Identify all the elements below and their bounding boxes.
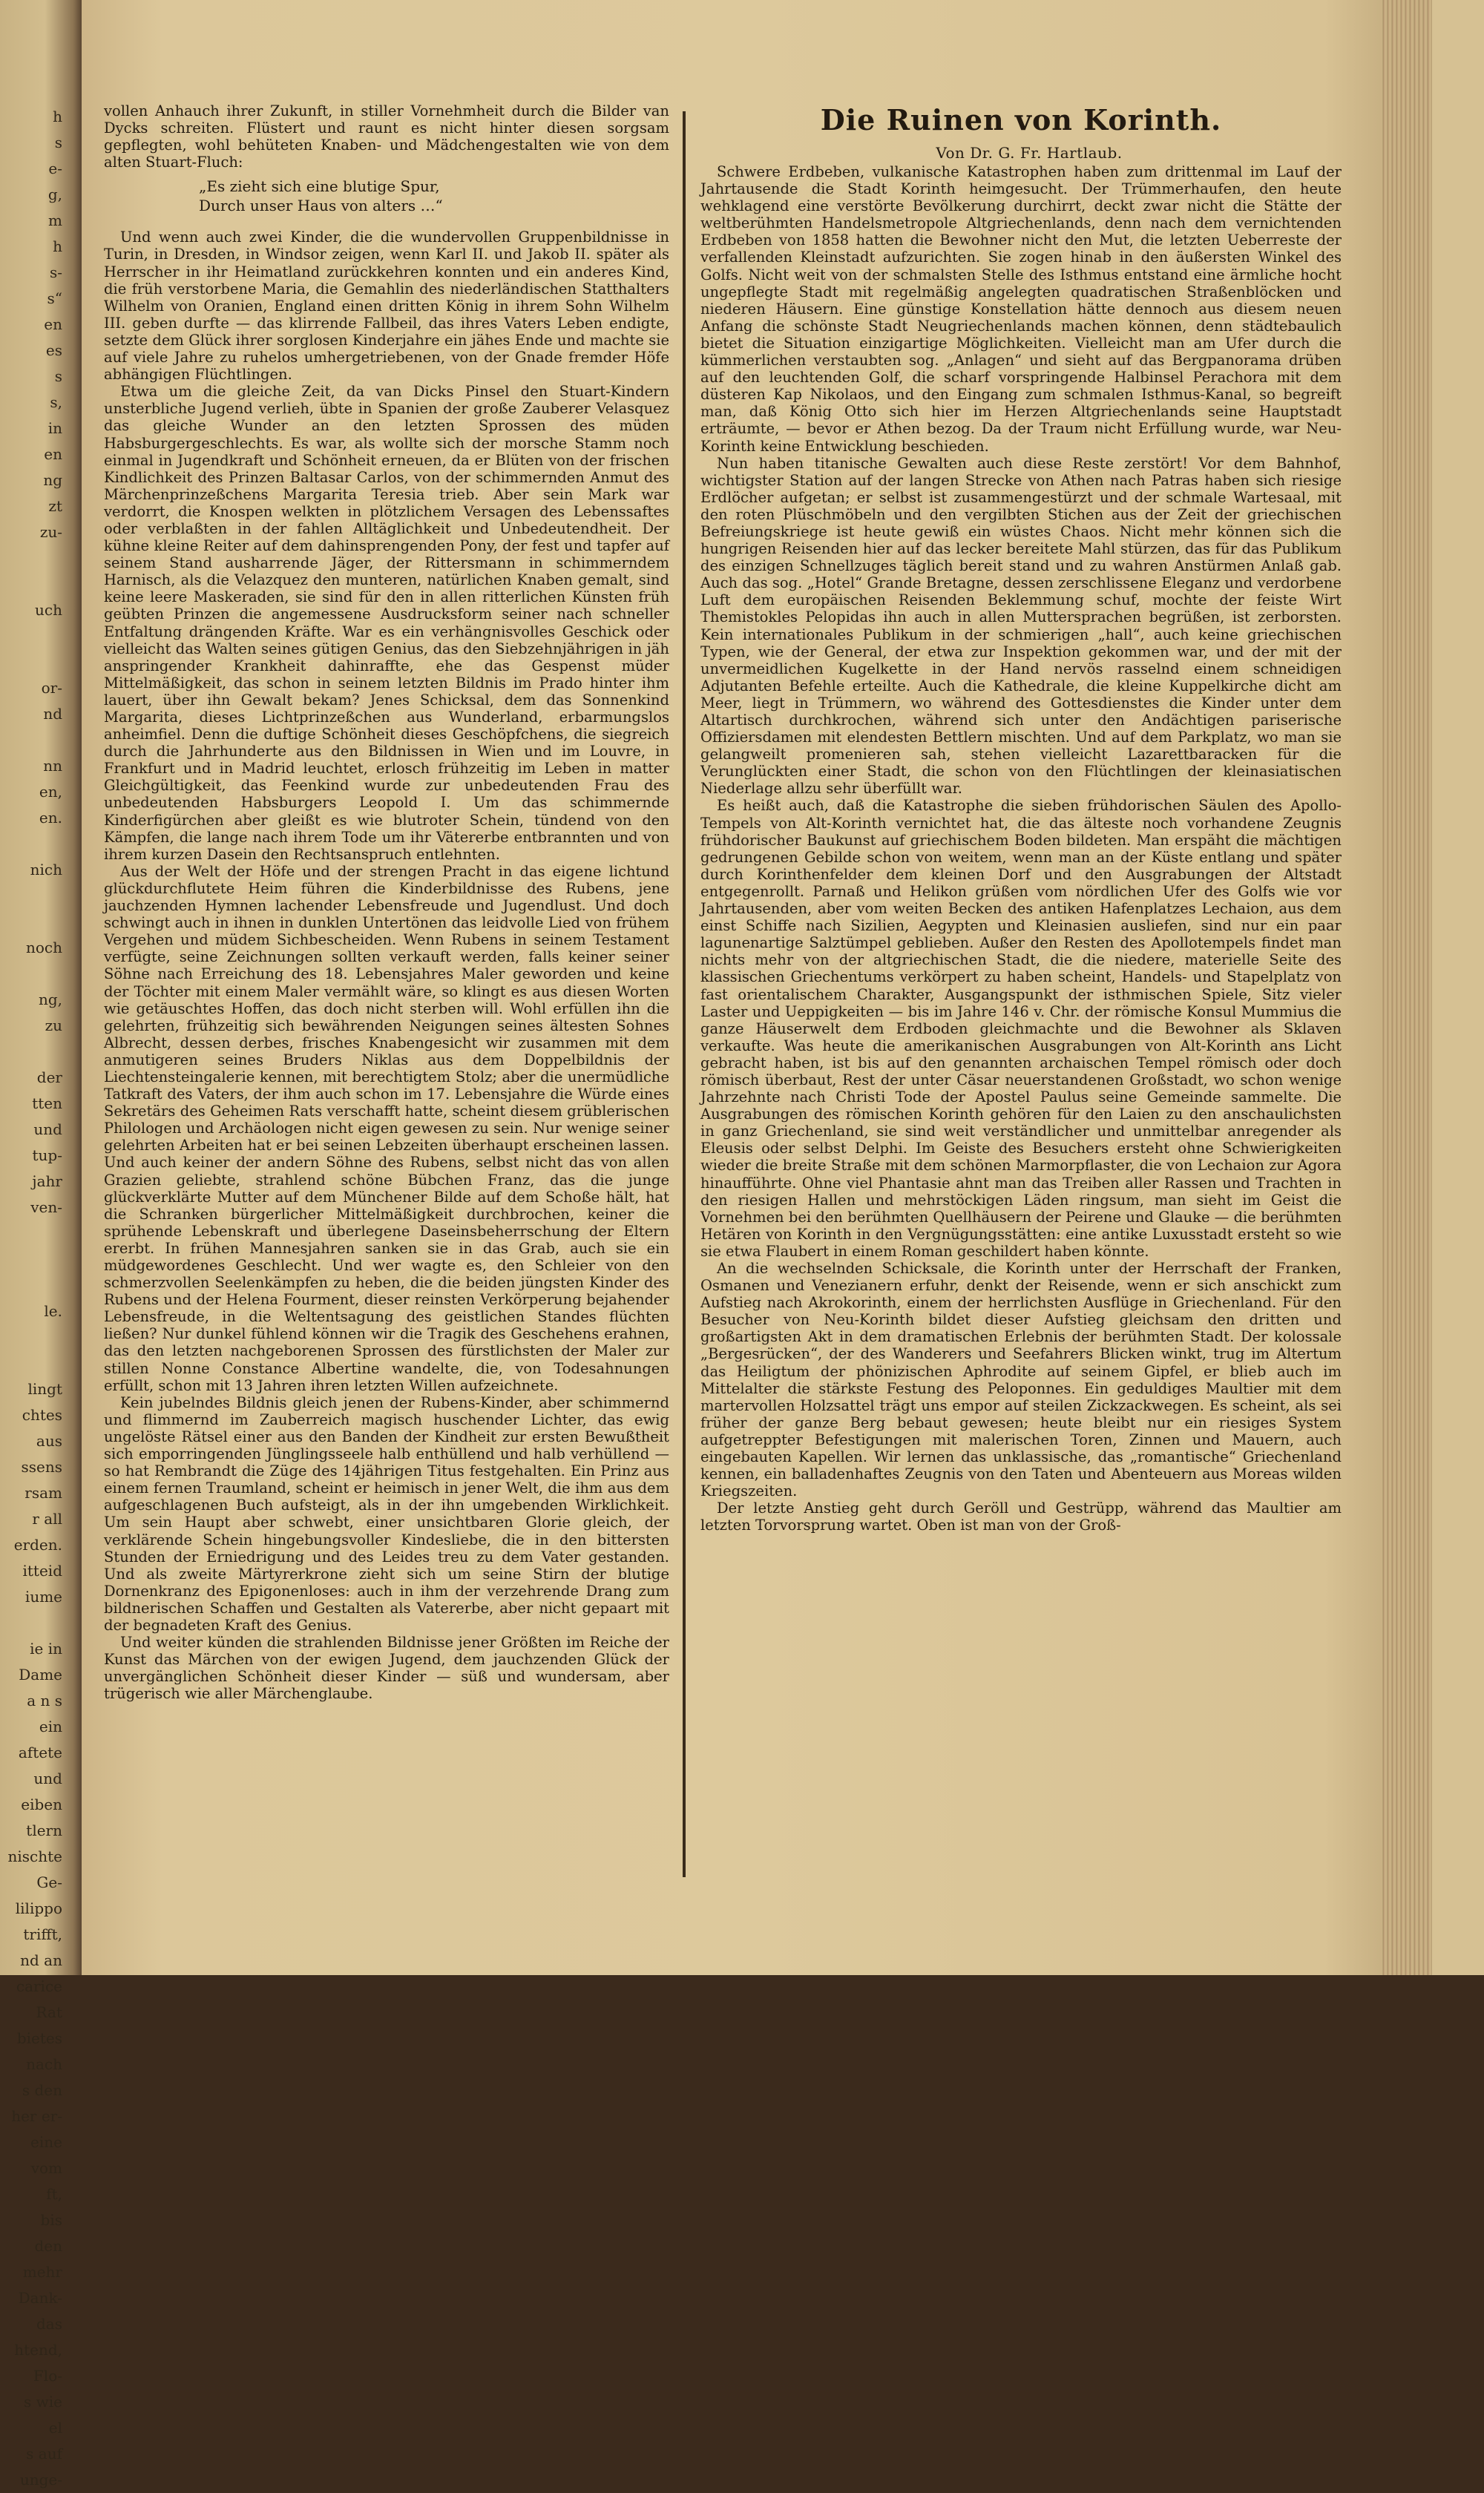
previous-page-fragment: nach xyxy=(26,2055,62,2073)
previous-page-fragment: Flo- xyxy=(33,2367,62,2385)
previous-page-fragment: das xyxy=(36,2315,62,2333)
previous-page-fragment: lingt xyxy=(27,1380,62,1398)
previous-page-fragment: noch xyxy=(25,939,62,956)
previous-page-fragment: s wie xyxy=(24,2393,62,2411)
previous-page-fragment: r all xyxy=(32,1510,62,1528)
previous-page-fragment: carice xyxy=(16,1977,62,1995)
previous-page-fragment: eine xyxy=(30,2133,62,2151)
previous-page-fragment: ven- xyxy=(30,1198,62,1216)
stuart-quote xyxy=(104,177,669,215)
previous-page-fragment: zu xyxy=(45,1016,62,1034)
previous-page-fragment: ng, xyxy=(38,991,62,1008)
previous-page-fragment xyxy=(0,623,82,649)
previous-page-fragment: en, xyxy=(39,783,62,801)
previous-page-fragment: htend, xyxy=(14,2341,62,2359)
previous-page-fragment: eiben xyxy=(21,1796,62,1813)
previous-page-fragment: e- xyxy=(48,160,62,177)
previous-page-fragment: Ge- xyxy=(36,1873,62,1891)
previous-page-fragment: uch xyxy=(35,601,62,619)
previous-page-fragment: ie in xyxy=(30,1640,62,1658)
right-paragraph: Nun haben titanische Gewalten auch diese Reste zerstört! Vor dem Bahnhof, wichtigster Station auf der langen Strecke von Athen nach Patras haben sich riesige Erdlöcher aufgetan; er selbst ist zusammengestürzt und der schmale Wartesaal, mit den roten Plüschmöbeln und den vergilbten Stichen aus der Zeit der griechischen Befreiungskriege ist heute gewiß ein wüstes Chaos. Nicht mehr können sich die hungrigen Reisenden hier auf das lecker bereitete Mahl stürzen, das für das Publikum des einzigen Schnellzuges täglich bereit stand und zu wahren Anstürmen Anlaß gab. Auch das sog. „Hotel“ Grande Bretagne, dessen zerschlissene Eleganz und verdorbene Luft dem europäischen Reisenden Beklemmung schuf, mochte der feiste Wirt Themistokles Pelopidas ihn auch in allen Muttersprachen begrüßen, ist zerborsten. Kein internationales Publikum in der schmierigen „hall“, auch keine griechischen Typen, wie der General, der etwa zur Inspektion gekommen war, und der mit der unvermeidlichen Kugelkette in der Hand nervös rasselnd einem schneidigen Adjutanten Befehle erteilte. Auch die Kathedrale, die kleine Kuppelkirche dicht am Meer, liegt in Trümmern, wo während des Gottesdienstes die Kinder unter dem Altartisch durchkrochen, während sich unter den Andächtigen pariserische Offiziersdamen mit elendesten Bettlern mischten. Und auf dem Parkplatz, wo man sie gelangweilt promenieren sah, stehen vielleicht Lazarettbaracken für die Verunglückten einer Stadt, die schon von den Flüchtlingen der kleinasiatischen Niederlage allzu sehr überfüllt war. xyxy=(700,454,1342,798)
previous-page-fragment: nn xyxy=(43,757,62,775)
previous-page-fragment: erden. xyxy=(13,1536,62,1554)
previous-page-fragment: ng xyxy=(43,471,62,489)
previous-page-fragment xyxy=(0,545,82,571)
previous-page-fragment xyxy=(0,727,82,753)
previous-page-fragment: lilippo xyxy=(15,1899,62,1917)
previous-page-fragment: aus xyxy=(36,1432,62,1450)
previous-page-fragment: zu- xyxy=(39,523,62,541)
previous-page-fragment: tten xyxy=(32,1094,62,1112)
left-paragraph: Kein jubelndes Bildnis gleich jenen der Rubens-Kinder, aber schimmernd und flimmernd im Zauberreich magisch huschender Lichter, das ewig ungelöste Rätsel einer aus den Banden der Kindheit zur ersten Bewußtheit sich emporringenden Jünglingsseele halb enthüllend und halb verhüllend — so hat Rembrandt die Züge des 14jährigen Titus festgehalten. Ein Prinz aus einem fernen Traumland, scheint er heimisch in jener Welt, die ihm aus dem aufgeschlagenen Buch aufsteigt, als in der ihn umgebenden Wirklichkeit. Um sein Haupt aber schwebt, einer unsichtbaren Glorie gleich, der verklärende Schein hingebungsvoller Kindesliebe, die in den bittersten Stunden der Erniedrigung und des Leides treu zu dem Vater gestanden. Und als zweite Märtyrerkrone zieht sich um seine Stirn der blutige Dornenkranz des Epigonenloses: auch in ihm der verzehrende Drang zum bildnerischen Schaffen und Gestalten als Vatererbe, aber nicht gepaart mit der begnadeten Kraft des Genius. xyxy=(104,1393,669,1634)
previous-page-fragment: h xyxy=(53,237,62,255)
previous-page-fragment: den xyxy=(34,2237,62,2255)
previous-page-fragment: Dank- xyxy=(18,2289,62,2307)
right-paragraph: Der letzte Anstieg geht durch Geröll und Gestrüpp, während das Maultier am letzten Torvorsprung wartet. Oben ist man von der Groß- xyxy=(700,1500,1342,1534)
previous-page-fragment: unge- xyxy=(19,2471,62,2489)
previous-page-fragment: s xyxy=(54,134,62,151)
previous-page-fragment: ssens xyxy=(21,1458,62,1476)
left-column xyxy=(104,102,669,1702)
previous-page-fragment: s xyxy=(54,367,62,385)
previous-page-fragment: en xyxy=(44,315,62,333)
previous-page-fragment: und xyxy=(33,1770,62,1787)
previous-page-fragment: itteid xyxy=(22,1562,62,1580)
page-sheet xyxy=(82,0,1432,1975)
previous-page-fragments xyxy=(0,104,82,2493)
previous-page-fragment: Dame xyxy=(19,1666,62,1684)
left-paragraph: Aus der Welt der Höfe und der strengen Pracht in das eigene lichtund glückdurchflutete Heim führen die Kinderbildnisse des Rubens, jene jauchzenden Hymnen lachender Lebensfreude und Jugendlust. Und doch schwingt auch in ihnen in dunklen Untertönen das leidvolle Lied von frühem Vergehen und müdem Sichbescheiden. Wenn Rubens in seinem Testament verfügte, seine Zeichnungen sollten verkauft werden, falls keiner seiner Söhne nach Erreichung des 18. Lebensjahres Maler geworden und keine der Töchter mit einem Maler vermählt wäre, so klingt es aus diesen Worten wie getäuschtes Hoffen, das doch nicht sterben will. Wohl erfüllen ihn die gelehrten, frühzeitig sich bewährenden Neigungen seines ältesten Sohnes Albrecht, dessen derbes, frisches Knabengesicht wir zusammen mit dem anmutigeren seines Bruders Niklas aus dem Doppelbildnis der Liechtensteingalerie kennen, mit berechtigtem Stolz; aber die unermüdliche Tatkraft des Vaters, der ihm auch schon im 17. Lebensjahre die Würde eines Sekretärs des Geheimen Rats verschafft hatte, scheint diesem grüblerischen Philologen und Archäologen nicht eigen gewesen zu sein. Nur wenige seiner gelehrten Arbeiten hat er bei seinen Lebzeiten überhaupt erscheinen lassen. Und auch keiner der andern Söhne des Rubens, selbst nicht das von allen Grazien geliebte, strahlend schöne Bübchen Franz, das die junge glückverklärte Mutter auf dem Münchener Bilde auf dem Schoße hält, hat die Schranken bürgerlicher Mittelmäßigkeit durchbrochen, keiner die sprühende Lebenskraft und überlegene Daseinsbeherrschung der Eltern ererbt. In frühen Mannesjahren sanken sie in das Grab, auch sie ein müdgewordenes Geschlecht. Und wer wagte es, den Schleier von den schmerzvollen Seelenkämpfen zu heben, die die beiden jüngsten Kinder des Rubens und der Helena Fourment, dieser reinsten Verkörperung bejahender Lebensfreude, in die Weltentsagung des geistlichen Standes flüchten ließen? Nur dunkel fühlend können wir die Tragik des Geschehens erahnen, das den letzten nachgeborenen Sprossen des fürstlichsten der Maler zur stillen Nonne Constance Albertine wandelte, die, von Todesahnungen erfüllt, schon mit 13 Jahren ihren letzten Willen aufzeichnete. xyxy=(104,862,669,1394)
previous-page-fragment: a n s xyxy=(27,1692,62,1709)
previous-page-fragment: le. xyxy=(44,1302,62,1320)
column-divider xyxy=(683,111,686,1877)
previous-page-fragment: aftete xyxy=(18,1744,62,1761)
previous-page-fragment: zt xyxy=(48,497,62,515)
previous-page-fragment: ein xyxy=(39,1718,62,1735)
previous-page-fragment xyxy=(0,1350,82,1376)
previous-page-fragment: der xyxy=(36,1068,62,1086)
article-title: Die Ruinen von Korinth. xyxy=(820,103,1222,137)
previous-page-fragment xyxy=(0,1246,82,1272)
right-paragraph: Es heißt auch, daß die Katastrophe die sieben frühdorischen Säulen des Apollo-Tempels von Alt-Korinth vernichtet hat, die das älteste noch vorhandene Zeugnis frühdorischer Baukunst auf griechischem Boden bildeten. Man erspäht die mächtigen gedrungenen Gebilde schon von weitem, wenn man an der Küste entlang und später durch Korinthenfelder dem kleinen Dorf und den Ausgrabungen der Altstadt entgegenrollt. Parnaß und Helikon grüßen vom nördlichen Ufer des Golfs wie vor Jahrtausenden, aber vom weiten Becken des antiken Hafenplatzes Lechaion, aus dem einst Schiffe nach Sizilien, Aegypten und Kleinasien ausliefen, sind nur ein paar lagunenartige Salztümpel geblieben. Außer den Resten des Apollotempels findet man nichts mehr von der altgriechischen Stadt, die die niedere, materielle Seite des klassischen Griechentums verkörpert zu haben scheint, Handels- und Stapelplatz von fast orientalischem Charakter, Ausgangspunkt der isthmischen Spiele, Sitz vieler Laster und Ueppigkeiten — bis im Jahre 146 v. Chr. der römische Konsul Mummius die ganze Häuserwelt dem Erdboden gleichmachte und die Bewohner als Sklaven verkaufte. Was heute die amerikanischen Ausgrabungen von Alt-Korinth ans Licht gebracht haben, ist bis auf den genannten archaischen Tempel römisch oder doch römisch überbaut, Rest der unter Cäsar neuerstandenen Großstadt, wo schon wenige Jahrzehnte nach Christi Tode der Apostel Paulus seine Gemeinde sammelte. Die Ausgrabungen des römischen Korinth gehören für den Laien zu den anschaulichsten in ganz Griechenland, sie sind weit verständlicher und unmittelbar anregender als Eleusis oder selbst Delphi. Im Geiste des Besuchers ersteht ohne Schwierigkeiten wieder die breite Straße mit dem schönen Marmorpflaster, die von Lechaion zur Agora hinaufführte. Ohne viel Phantasie ahnt man das Treiben aller Rassen und Trachten in den riesigen Hallen und mehrstöckigen Läden ringsum, man sieht im Geist die Vornehmen bei den berühmten Quellhäusern der Peirene und Glauke — die berühmten Hetären von Korinth in den Vergnügungsstätten: eine antike Luxusstadt ersteht so wie sie etwa Flaubert in einem Roman geschildert haben könnte. xyxy=(700,797,1342,1260)
previous-page-fragment: s den xyxy=(22,2081,62,2099)
previous-page-fragment: mehr xyxy=(22,2263,62,2281)
book-page-edges xyxy=(1380,0,1432,1975)
quote-line-1: „Es zieht sich eine blutige Spur, xyxy=(199,177,440,196)
previous-page-fragment: chtes xyxy=(22,1406,62,1424)
previous-page-fragment: s, xyxy=(50,393,62,411)
previous-page-fragment: vom xyxy=(30,2159,62,2177)
previous-page-fragment: rsam xyxy=(24,1484,62,1502)
previous-page-fragment: tlern xyxy=(26,1822,62,1839)
right-paragraph: An die wechselnden Schicksale, die Korinth unter der Herrschaft der Franken, Osmanen und Venezianern erfuhr, denkt der Reisende, wenn er sich anschickt zum Aufstieg nach Akrokorinth, einem der herrlichsten Ausflüge in Griechenland. Für den Besucher von Neu-Korinth bildet dieser Aufstieg gleichsam den dritten und großartigsten Akt in dem dramatischen Erlebnis der berühmten Stadt. Der kolossale „Bergesrücken“, der des Wanderers und Seefahrers Blicken winkt, trug im Altertum das Heiligtum der phönizischen Aphrodite auf seinem Gipfel, er blieb auch im Mittelalter die stärkste Festung des Peloponnes. Ein geduldiges Maultier mit dem martervollen Holzsattel trägt uns empor auf steilen Zickzackwegen. Es scheint, als sei früher der ganze Berg bebaut gewesen; heute bleibt nur ein riesiges System aufgetreppter Befestigungen mit malerischen Toren, Zinnen und Mauern, auch eingebauten Kapellen. Wir lernen das unklassische, das „romantische“ Griechenland kennen, ein balladenhaftes Zeugnis von den Taten und Abenteuern aus Moreas wilden Kriegszeiten. xyxy=(700,1260,1342,1500)
previous-page-fragment: m xyxy=(48,211,62,229)
previous-page-fragment: nd an xyxy=(20,1951,62,1969)
previous-page-fragment xyxy=(0,883,82,909)
previous-page-fragment: g, xyxy=(47,185,62,203)
previous-page-fragment: h xyxy=(53,108,62,125)
previous-page-fragment: nischte xyxy=(7,1847,62,1865)
right-paragraph: Schwere Erdbeben, vulkanische Katastrophen haben zum drittenmal im Lauf der Jahrtausende die Stadt Korinth heimgesucht. Der Trümmerhaufen, den heute wehklagend eine verstörte Bevölkerung durchirrt, deckt zwar nicht die Stätte der weltberühmten Handelsmetropole Altgriechenlands, denn nach dem vernichtenden Erdbeben von 1858 hatten die Bewohner nicht den Mut, die letzten Ueberreste der verfallenden Kleinstadt aufzurichten. Sie zogen hinab in den äußersten Winkel des Golfs. Nicht weit von der schmalsten Stelle des Isthmus entstand eine ärmliche hocht ungepflegte Stadt mit regelmäßig angelegten quadratischen Straßenblöcken und niederen Häusern. Eine günstige Konstellation hätte dennoch aus diesem neuen Anfang die schönste Stadt Neugriechenlands machen können, denn städtebaulich bietet die Situation einzigartige Möglichkeiten. Vielleicht man am Ufer durch die kümmerlichen verstaubten sog. „Anlagen“ und sieht auf das Bergpanorama drüben auf den leuchtenden Golf, die scharf vorspringende Halbinsel Perachora mit dem düsteren Kap Nikolaos, und den Eingang zum schmalen Isthmus-Kanal, so begreift man, daß König Otto sich hier im Herzen Altgriechenlands seine Hauptstadt erträumte, — bevor er Athen bezog. Da der Traum nicht Erfüllung wurde, war Neu-Korinth keine Entwicklung beschieden. xyxy=(700,163,1342,455)
previous-page-margin xyxy=(0,0,82,2489)
left-paragraph: Und wenn auch zwei Kinder, die die wundervollen Gruppenbildnisse in Turin, in Dresden, in Windsor zeigen, wenn Karl II. und Jakob II. später als Herrscher in ihr Heimatland zurückkehren konnten und ein anderes Kind, die früh verstorbene Maria, die Gemahlin des niederländischen Statthalters Wilhelm von Oranien, England einen dritten König in ihrem Sohn Wilhelm III. geben durfte — das klirrende Fallbeil, das ihres Vaters Leben endigte, setzte dem Glück ihrer sorglosen Kinderjahre ein jähes Ende und machte sie auf viele Jahre zu ruhelos umhergetriebenen, von der Gnade fremder Höfe abhängigen Flüchtlingen. xyxy=(104,229,669,384)
previous-page-fragment: in xyxy=(47,419,62,437)
previous-page-fragment: nich xyxy=(30,861,62,878)
previous-page-fragment: es xyxy=(45,341,62,359)
previous-page-fragment: bietes xyxy=(16,2029,62,2047)
previous-page-fragment xyxy=(0,1610,82,1636)
previous-page-fragment: s“ xyxy=(47,289,62,307)
previous-page-fragment: s auf xyxy=(26,2445,62,2463)
previous-page-fragment: jahr xyxy=(32,1172,62,1190)
previous-page-fragment: und xyxy=(33,1120,62,1138)
previous-page-fragment: her er- xyxy=(11,2107,62,2125)
previous-page-fragment: tup- xyxy=(32,1146,62,1164)
previous-page-fragment: bis xyxy=(40,2211,62,2229)
previous-page-fragment xyxy=(0,571,82,597)
previous-page-fragment xyxy=(0,961,82,987)
previous-page-fragment: Rat xyxy=(36,2003,62,2021)
previous-page-fragment xyxy=(0,1221,82,1246)
previous-page-fragment: s- xyxy=(49,263,62,281)
left-paragraph: Und weiter künden die strahlenden Bildnisse jener Größten im Reiche der Kunst das Märchen von der ewigen Jugend, dem jauchzenden Glück der unvergänglichen Schönheit dieser Kinder — süß und wundersam, aber trügerisch wie aller Märchenglaube. xyxy=(104,1634,669,1703)
left-intro-paragraph: vollen Anhauch ihrer Zukunft, in stiller Vornehmheit durch die Bilder van Dycks schreiten. Flüstert und raunt es nicht hinter diesen sorgsam gepflegten, wohl behüteten Knaben- und Mädchengestalten wie von dem alten Stuart-Fluch: xyxy=(104,102,669,171)
article-byline: Von Dr. G. Fr. Hartlaub. xyxy=(936,144,1123,162)
previous-page-fragment xyxy=(0,1272,82,1298)
previous-page-fragment: en xyxy=(44,445,62,463)
previous-page-fragment: iume xyxy=(24,1588,62,1606)
previous-page-fragment xyxy=(0,1324,82,1350)
left-paragraph: Etwa um die gleiche Zeit, da van Dicks Pinsel den Stuart-Kindern unsterbliche Jugend verlieh, übte in Spanien der große Zauberer Velasquez das gleiche Wunder an den letzten Sprossen des müden Habsburgergeschlechts. Es war, als wollte sich der morsche Stamm noch einmal in Jugendkraft und Schönheit erneuen, da er Blüten von der frischen Kindlichkeit des Prinzen Baltasar Carlos, von der schimmernden Anmut des Märchenprinzeßchens Margarita Teresia trieb. Aber sein Mark war verdorrt, die Knospen welkten in plötzlichem Versagen des Lebenssaftes oder verblaßten in der fahlen Alltäglichkeit und Unbedeutendheit. Der kühne kleine Reiter auf dem dahinsprengenden Pony, der fest und tapfer auf seinem Stand ausharrende Jäger, der Rittersmann in schimmerndem Harnisch, als die Velazquez den munteren, natürlichen Knaben gemalt, sind keine leere Maskeraden, sie sind für den in allen ritterlichen Künsten früh geübten Prinzen die angemessene Ausdrucksform seiner nach schneller Entfaltung drängenden Kräfte. War es ein verhängnisvolles Geschick oder vielleicht das Walten seines gütigen Genius, das den Siebzehnjährigen in jäh anspringender Krankheit dahinraffte, ehe das Gespenst müder Mittelmäßigkeit, das schon in seinem letzten Bildnis im Prado hinter ihm lauert, über ihn Gewalt bekam? Jenes Schicksal, dem das Sonnenkind Margarita, dieses Lichtprinzeßchen aus Wunderland, erbarmungslos anheimfiel. Denn die duftige Schönheit dieses Geschöpfchens, die siegreich durch die Jahrhunderte aus den Bildnissen in Wien und im Louvre, in Frankfurt und in Madrid leuchtet, erlosch frühzeitig im Leben in matter Gleichgültigkeit, das Feenkind wurde zur unbedeutenden Frau des unbedeutenden Habsburgers Leopold I. Um das schimmernde Kinderfigürchen aber gleißt es wie blutroter Schein, tündend von den Kämpfen, die lange nach ihrem Tode um ihr Vätererbe entbrannten und von ihrem kurzen Dasein den Rechtsanspruch entlehnten. xyxy=(104,383,669,863)
previous-page-fragment xyxy=(0,649,82,675)
previous-page-fragment: or- xyxy=(41,679,62,697)
quote-line-2: Durch unser Haus von alters …“ xyxy=(199,197,443,215)
previous-page-fragment: trifft, xyxy=(23,1925,62,1943)
right-column xyxy=(700,102,1342,1534)
previous-page-fragment xyxy=(0,1039,82,1065)
previous-page-fragment: nd xyxy=(43,705,62,723)
previous-page-fragment: ft, xyxy=(46,2185,62,2203)
previous-page-fragment: el xyxy=(48,2419,62,2437)
previous-page-fragment xyxy=(0,831,82,857)
previous-page-fragment xyxy=(0,909,82,935)
previous-page-fragment: en. xyxy=(39,809,62,827)
